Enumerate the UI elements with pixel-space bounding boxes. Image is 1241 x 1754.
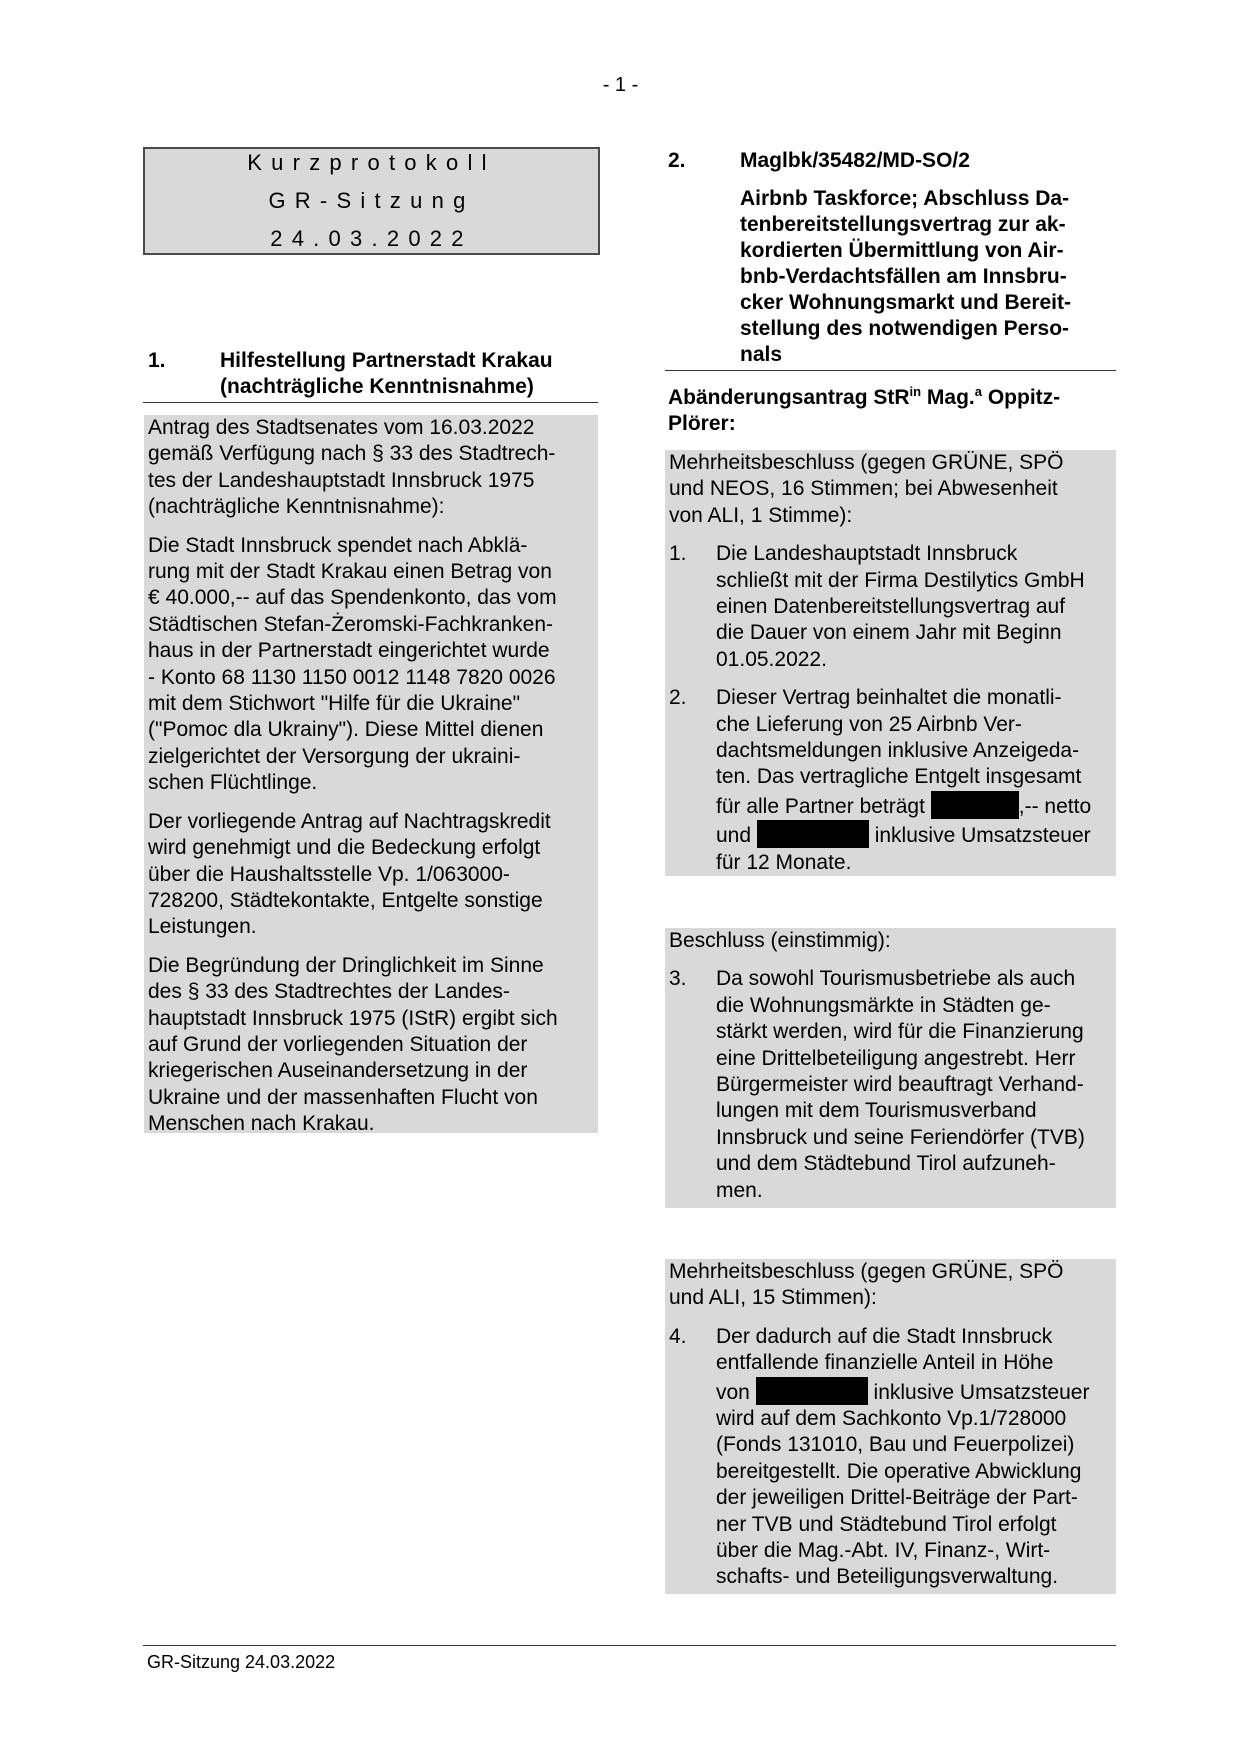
item2-title-line: cker Wohnungsmarkt und Bereit- (740, 291, 1071, 314)
item1-paragraph: Die Begründung der Dringlichkeit im Sinne des § 33 des Stadtrechtes der Landes- hauptstadt Innsbruck 1975 (IStR) ergibt sich auf Grund der vorliegenden Situation der kriegerischen Auseinandersetzung in der Ukraine und der massenhaften Flucht von Menschen nach Krakau. (148, 953, 558, 1136)
title-line-sitzung: GR-Sitzung (268, 188, 475, 213)
amendment-heading: Abänderungsantrag StR$^{in}$ Mag.$^a$ Oppitz- Plörer: (668, 384, 1061, 436)
page-number: - 1 - (602, 74, 639, 96)
redacted-amount (756, 1377, 868, 1405)
item1-title-line: (nachträgliche Kenntnisnahme) (220, 375, 534, 398)
item1-heading (148, 348, 598, 402)
item1-body (144, 415, 598, 1136)
item2-reference: Maglbk/35482/MD-SO/2 (740, 149, 970, 172)
item2-number: 2. (668, 149, 686, 172)
title-line-date: 24.03.2022 (270, 226, 473, 251)
footer-rule (143, 1645, 1116, 1646)
resolution-heading: Mehrheitsbeschluss (gegen GRÜNE, SPÖ und ALI, 15 Stimmen): (669, 1260, 1064, 1310)
item1-paragraph: Antrag des Stadtsenates vom 16.03.2022 gemäß Verfügung nach § 33 des Stadtrech- tes der Landeshauptstadt Innsbruck 1975 (nachträgliche Kenntnisnahme): (148, 416, 556, 519)
resolution-block-1 (665, 450, 1116, 876)
item1-paragraph: Der vorliegende Antrag auf Nachtragskredit wird genehmigt und die Bedeckung erfolgt über die Haushaltsstelle Vp. 1/063000- 728200, Städtekontakte, Entgelte sonstige Leistungen. (148, 809, 551, 939)
resolution-block-2 (665, 928, 1116, 1208)
resolution-heading: Mehrheitsbeschluss (gegen GRÜNE, SPÖ und NEOS, 16 Stimmen; bei Abwesenheit von ALI, 1 Stimme): (669, 451, 1064, 527)
item2-rule (665, 370, 1116, 371)
resolution-block-3 (665, 1259, 1116, 1594)
item2-title-line: bnb-Verdachtsfällen am Innsbru- (740, 265, 1067, 288)
point-4: 4. Der dadurch auf die Stadt Innsbruck entfallende finanzielle Anteil in Höhe von inklusive Umsatzsteuer wird auf dem Sachkonto Vp.1/728000 (Fonds 131010, Bau und Feuerpolizei) bereitgestellt. Die operative Abwicklung der jeweiligen Drittel-Beiträge der Part- ner TVB und Städtebund Tirol erfolgt über die Mag.-Abt. IV, Finanz-, Wirt- schafts- und Beteiligungsverwaltung. (669, 1324, 1090, 1589)
point-1: 1. Die Landeshauptstadt Innsbruck schließt mit der Firma Destilytics GmbH einen Datenbereitstellungsvertrag auf die Dauer von einem Jahr mit Beginn 01.05.2022. (669, 542, 1085, 671)
item2-title-line: tenbereitstellungsvertrag zur ak- (740, 213, 1066, 236)
redacted-amount (931, 791, 1019, 819)
item2-title-line: kordierten Übermittlung von Air- (740, 239, 1064, 262)
item1-number: 1. (148, 349, 166, 372)
item1-title-line: Hilfestellung Partnerstadt Krakau (220, 349, 553, 372)
title-line-kurzprotokoll: Kurzprotokoll (247, 150, 496, 175)
item2-title-line: Airbnb Taskforce; Abschluss Da- (740, 187, 1070, 210)
item2-title-line: nals (740, 343, 783, 366)
item1-paragraph: Die Stadt Innsbruck spendet nach Abklä- rung mit der Stadt Krakau einen Betrag von € 40.000,-- auf das Spendenkonto, das vom Städtischen Stefan-Żeromski-Fachkranken- haus in der Partnerstadt eingerichtet wurde - Konto 68 1130 1150 0012 1148 7820 0026 mit dem Stichwort "Hilfe für die Ukraine" ("Pomoc dla Ukrainy"). Diese Mittel dienen zielgerichtet der Versorgung der ukraini- schen Flüchtlinge. (148, 533, 557, 795)
item1-title (220, 348, 553, 400)
item2-title (740, 186, 1071, 368)
resolution-heading: Beschluss (einstimmig): (669, 929, 891, 952)
item2-title-line: stellung des notwendigen Perso- (740, 317, 1070, 340)
title-box (143, 147, 600, 255)
footer: GR-Sitzung 24.03.2022 (147, 1652, 336, 1672)
redacted-amount (757, 820, 869, 848)
item1-rule (143, 402, 598, 403)
point-3: 3. Da sowohl Tourismusbetriebe als auch die Wohnungsmärkte in Städten ge- stärkt werden, wird für die Finanzierung eine Drittelbeteiligung angestrebt. Herr Bürgermeister wird beauftragt Verhand- lungen mit dem Tourismusverband Innsbruck und seine Feriendörfer (TVB) und dem Städtebund Tirol aufzuneh- men. (669, 967, 1085, 1202)
point-2: 2. Dieser Vertrag beinhaltet die monatli- che Lieferung von 25 Airbnb Ver- dachtsmeldungen inklusive Anzeigeda- ten. Das vertragliche Entgelt insgesamt für alle Partner beträgt ,-- netto und inklusive Umsatzsteuer für 12 Monate. (669, 686, 1092, 874)
item2-heading (668, 148, 1118, 368)
